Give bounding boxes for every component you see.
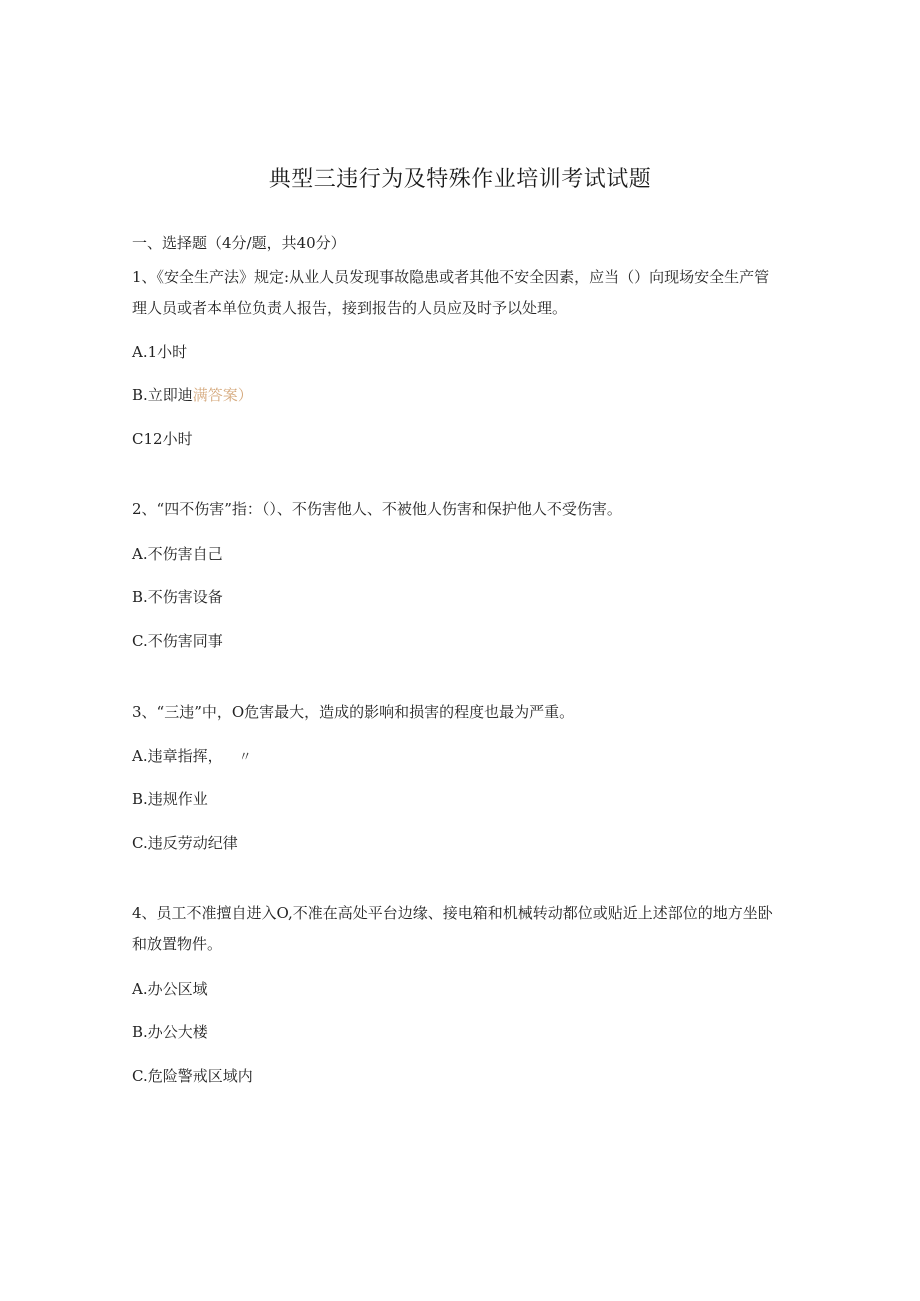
question-3-option-a <box>132 746 252 768</box>
question-1-option-a: A.1小时 <box>132 343 188 361</box>
question-1-option-b <box>132 385 253 405</box>
question-3-option-c: C.违反劳动纪律 <box>132 834 238 852</box>
question-1-option-b-label: B.立即迪 <box>132 386 193 404</box>
question-3-option-b: B.违规作业 <box>132 790 208 808</box>
page-title: 典型三违行为及特殊作业培训考试试题 <box>268 167 652 192</box>
question-4-option-c: C.危险警戒区域内 <box>132 1067 253 1085</box>
question-4-option-a: A.办公区域 <box>132 980 208 998</box>
stray-mark: 〃 <box>238 750 252 765</box>
question-4-text: 4、员工不准擅自进入O,不准在高处平台边缘、接电箱和机械转动都位或贴近上述部位的地方坐卧和放置物件。 <box>132 904 773 953</box>
section-heading: 一、选择题（4分/题，共40分） <box>132 234 346 252</box>
question-1-option-c: C12小时 <box>132 430 193 448</box>
question-3-text: 3、“三违”中，O危害最大，造成的影响和损害的程度也最为严重。 <box>132 703 575 721</box>
question-2-option-c: C.不伤害同事 <box>132 632 223 650</box>
question-2-text: 2、“四不伤害”指：（）、不伤害他人、不被他人伤害和保护他人不受伤害。 <box>132 500 622 518</box>
question-1-text: 1、《安全生产法》规定:从业人员发现事故隐患或者其他不安全因素，应当（）向现场安全生产管理人员或者本单位负责人报告，接到报告的人员应及时予以处理。 <box>132 268 770 317</box>
question-4-option-b: B.办公大楼 <box>132 1023 208 1041</box>
question-1-option-b-note: 满答案） <box>192 386 253 404</box>
question-2-option-a: A.不伤害自己 <box>132 545 223 563</box>
question-3-option-a-label: A.违章指挥， <box>132 747 223 765</box>
question-2-option-b: B.不伤害设备 <box>132 588 223 606</box>
